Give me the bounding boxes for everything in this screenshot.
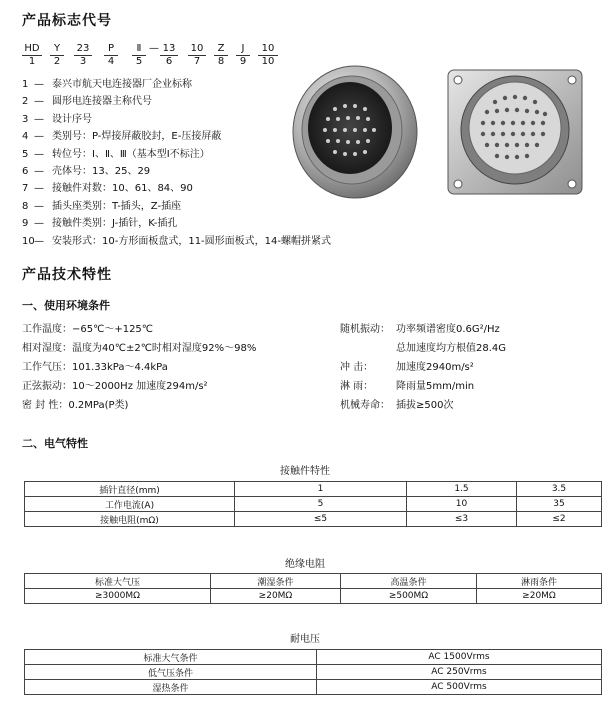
environment-right-list (340, 320, 506, 415)
env-row: 正弦振动： 10～2000Hz 加速度294m/s² (22, 381, 208, 392)
env-row: 淋 雨： 降雨量5mm/min (340, 381, 475, 392)
code-cell: Y 2 (50, 43, 64, 68)
list-item: 7 — 接触件对数：10、61、84、90 (22, 183, 193, 195)
section-title-product-code: 产品标志代号 (22, 13, 112, 29)
code-cell: 13 6 (160, 43, 178, 68)
code-cell: Z 8 (214, 43, 228, 68)
plug-connector-image (293, 66, 417, 198)
subsection-title-electrical: 二、电气特性 (22, 437, 88, 450)
list-item: 1 — 泰兴市航天电连接器厂企业标称 (22, 79, 192, 90)
environment-left-list (22, 320, 256, 415)
withstand-voltage-table (24, 649, 602, 695)
code-cell: J 9 (236, 43, 250, 68)
env-row: 冲 击： 加速度2940m/s² (340, 362, 474, 373)
list-item: 10 — 安装形式：10-方形面板盘式，11-圆形面板式，14-螺帽拼紧式 (22, 235, 331, 247)
list-item: 2 — 圆形电连接器主称代号 (22, 96, 152, 108)
code-definitions-list (22, 76, 331, 250)
table-row: 标准大气压 潮湿条件 高温条件 淋雨条件 (25, 574, 602, 589)
code-dash: — (149, 43, 159, 54)
code-cell: P 4 (104, 43, 118, 68)
code-cell: HD 1 (22, 43, 42, 68)
table-title-contact: 接触件特性 (280, 466, 330, 477)
env-row: 随机振动： 功率频谱密度0.6G²/Hz (340, 324, 500, 335)
env-row: 机械寿命： 插拔≥500次 (340, 400, 454, 411)
contact-characteristics-table (24, 481, 602, 527)
table-row: 接触电阻(mΩ) ≤5 ≤3 ≤2 (25, 512, 602, 527)
env-row: 工作气压： 101.33kPa～4.4kPa (22, 362, 168, 373)
insulation-resistance-table (24, 573, 602, 604)
table-row: 标准大气条件 AC 1500Vrms (25, 650, 602, 665)
table-row: 湿热条件 AC 500Vrms (25, 680, 602, 695)
table-row: 低气压条件 AC 250Vrms (25, 665, 602, 680)
env-row: 工作温度： −65℃～+125℃ (22, 324, 154, 335)
env-row: 相对湿度： 温度为40℃±2℃时相对湿度92%～98% (22, 343, 257, 354)
list-item: 9 — 接触件类别：J-插针，K-插孔 (22, 218, 178, 230)
list-item: 6 — 壳体号：13、25、29 (22, 166, 151, 178)
section-title-tech-specs: 产品技术特性 (22, 267, 112, 283)
code-cell: 23 3 (74, 43, 92, 68)
list-item: 4 — 类别号：P-焊接屏蔽胶封，E-压接屏蔽 (22, 131, 222, 143)
code-cell: Ⅱ 5 (132, 43, 146, 68)
list-item: 8 — 插头座类别：T-插头，Z-插座 (22, 200, 182, 212)
table-row: ≥3000MΩ ≥20MΩ ≥500MΩ ≥20MΩ (25, 589, 602, 604)
code-cell: 10 10 (258, 43, 278, 68)
list-item: 5 — 转位号：Ⅰ、Ⅱ、Ⅲ（基本型Ⅰ不标注） (22, 148, 210, 160)
env-row: 密 封 性： 0.2MPa(P类) (22, 400, 129, 411)
product-code-row (22, 43, 282, 69)
table-title-insulation: 绝缘电阻 (285, 559, 325, 570)
subsection-title-environment: 一、使用环境条件 (22, 299, 110, 312)
code-cell: 10 7 (188, 43, 206, 68)
receptacle-connector-image (448, 70, 582, 194)
table-title-withstand-voltage: 耐电压 (290, 634, 320, 645)
list-item: 3 — 设计序号 (22, 113, 92, 125)
env-row: 总加速度均方根值28.4G (396, 343, 507, 354)
table-row: 插针直径(mm) 1 1.5 3.5 (25, 482, 602, 497)
table-row: 工作电流(A) 5 10 35 (25, 497, 602, 512)
connector-photos (290, 64, 600, 204)
